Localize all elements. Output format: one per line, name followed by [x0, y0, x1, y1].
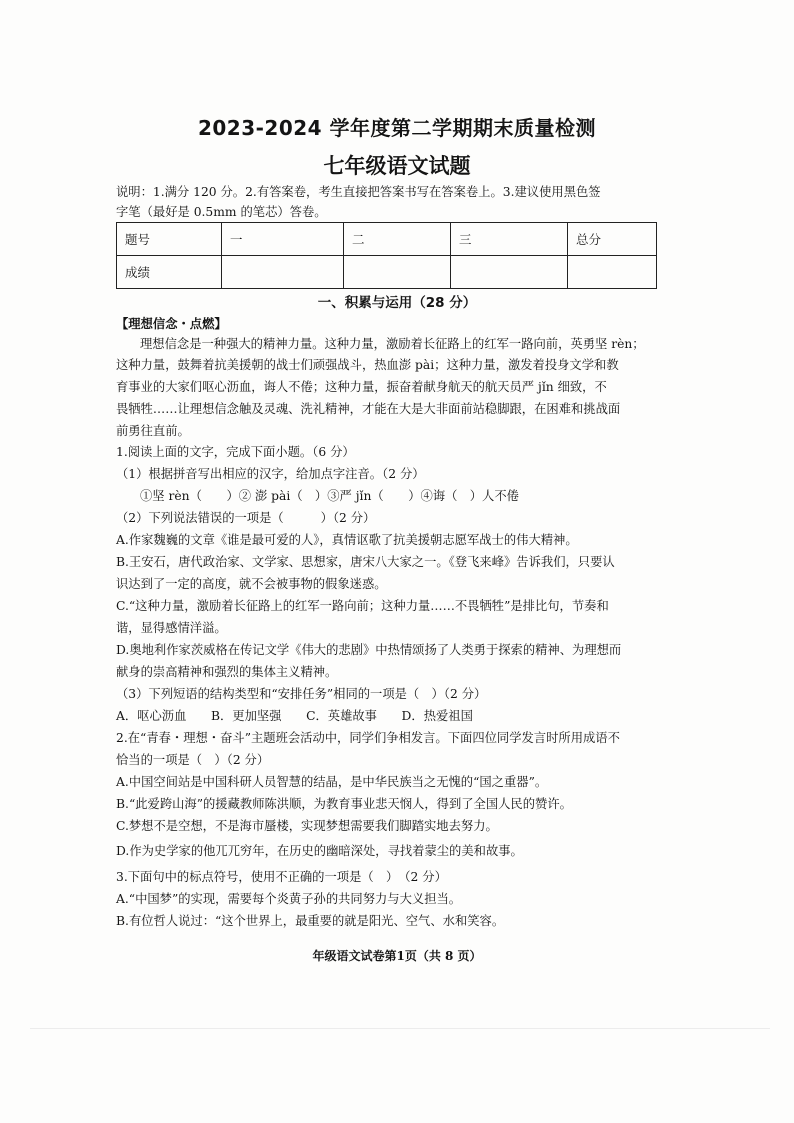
- question-1-3: （3）下列短语的结构类型和“安排任务”相同的一项是（ ）（2 分）: [116, 687, 487, 701]
- passage-line: 育事业的大家们呕心沥血，诲人不倦；这种力量，振奋着献身航天的航天员严 jǐn 细致，不: [116, 380, 607, 394]
- question-1-1-items: ①坚 rèn（ ）② 澎 pài（ ）③严 jǐn（ ）④诲（ ）人不倦: [140, 489, 519, 503]
- section-heading: 一、积累与运用（28 分）: [317, 295, 477, 311]
- question-3: 3.下面句中的标点符号，使用不正确的一项是（ ） （2 分）: [116, 870, 447, 884]
- score-cell: [222, 256, 344, 289]
- exam-title: 2023-2024 学年度第二学期期末质量检测: [197, 116, 597, 140]
- option-a: A.作家魏巍的文章《谁是最可爱的人》，真情讴歌了抗美援朝志愿军战士的伟大精神。: [116, 533, 578, 547]
- score-cell: [451, 256, 568, 289]
- option-b: B.有位哲人说过：“这个世界上，最重要的就是阳光、空气、水和笑容。: [116, 914, 505, 928]
- question-1-3-options: A．呕心沥血 B．更加坚强 C．英雄故事 D．热爱祖国: [116, 709, 473, 723]
- score-cell: 二: [344, 223, 451, 256]
- score-cell: 总分: [568, 223, 657, 256]
- instructions-line-2: 字笔（最好是 0.5mm 的笔芯）答卷。: [116, 205, 327, 219]
- question-1-2: （2）下列说法错误的一项是（ ）（2 分）: [116, 511, 376, 525]
- passage-line: 理想信念是一种强大的精神力量。这种力量，激励着长征路上的红军一路向前，英勇坚 rèn；: [140, 337, 645, 351]
- option-d: D.作为史学家的他兀兀穷年，在历史的幽暗深处，寻找着蒙尘的美和故事。: [116, 844, 523, 858]
- option-a: A.中国空间站是中国科研人员智慧的结晶，是中华民族当之无愧的“国之重器”。: [116, 775, 548, 789]
- score-cell: [344, 256, 451, 289]
- question-1: 1.阅读上面的文字，完成下面小题。（6 分）: [116, 445, 355, 459]
- passage-line: 前勇往直前。: [116, 424, 190, 438]
- topic-tag: 【理想信念・点燃】: [116, 317, 227, 331]
- page-footer: 年级语文试卷第1页（共 8 页）: [312, 949, 482, 963]
- question-2: 2.在“青春・理想・奋斗”主题班会活动中，同学们争相发言。下面四位同学发言时所用成语不: [116, 731, 620, 745]
- score-table-row: [117, 223, 657, 256]
- option-b-cont: 识达到了一定的高度，就不会被事物的假象迷惑。: [116, 577, 387, 591]
- score-table: [116, 222, 657, 289]
- option-c: C.“这种力量，激励着长征路上的红军一路向前；这种力量……不畏牺牲”是排比句，节奏和: [116, 599, 609, 613]
- option-c-cont: 谐，显得感情洋溢。: [116, 621, 227, 635]
- passage-line: 这种力量，鼓舞着抗美援朝的战士们顽强战斗，热血澎 pài；这种力量，激发着投身文学和教: [116, 358, 619, 372]
- option-d-cont: 献身的崇高精神和强烈的集体主义精神。: [116, 665, 338, 679]
- question-1-1: （1）根据拼音写出相应的汉字，给加点字注音。（2 分）: [116, 467, 425, 481]
- question-2-cont: 恰当的一项是（ ）（2 分）: [116, 753, 270, 767]
- score-cell: [568, 256, 657, 289]
- score-cell: 成绩: [117, 256, 222, 289]
- passage-line: 畏牺牲……让理想信念触及灵魂、洗礼精神，才能在大是大非面前站稳脚跟，在困难和挑战面: [116, 402, 621, 416]
- option-c: C.梦想不是空想，不是海市蜃楼，实现梦想需要我们脚踏实地去努力。: [116, 819, 498, 833]
- score-cell: 三: [451, 223, 568, 256]
- instructions-line-1: 说明：1.满分 120 分。2.有答案卷，考生直接把答案书写在答案卷上。3.建议使用黑色签: [116, 185, 601, 199]
- exam-subtitle: 七年级语文试题: [323, 154, 471, 178]
- option-d: D.奥地利作家茨威格在传记文学《伟大的悲剧》中热情颂扬了人类勇于探索的精神、为理想而: [116, 643, 622, 657]
- option-b: B.王安石，唐代政治家、文学家、思想家，唐宋八大家之一。《登飞来峰》告诉我们，只要认: [116, 555, 615, 569]
- score-table-row: [117, 256, 657, 289]
- score-cell: 一: [222, 223, 344, 256]
- scan-edge-line: [30, 1028, 770, 1029]
- option-a: A.“中国梦”的实现，需要每个炎黄子孙的共同努力与大义担当。: [116, 892, 462, 906]
- score-cell: 题号: [117, 223, 222, 256]
- option-b: B.“此爱跨山海”的援藏教师陈洪顺，为教育事业悲天悯人，得到了全国人民的赞许。: [116, 797, 572, 811]
